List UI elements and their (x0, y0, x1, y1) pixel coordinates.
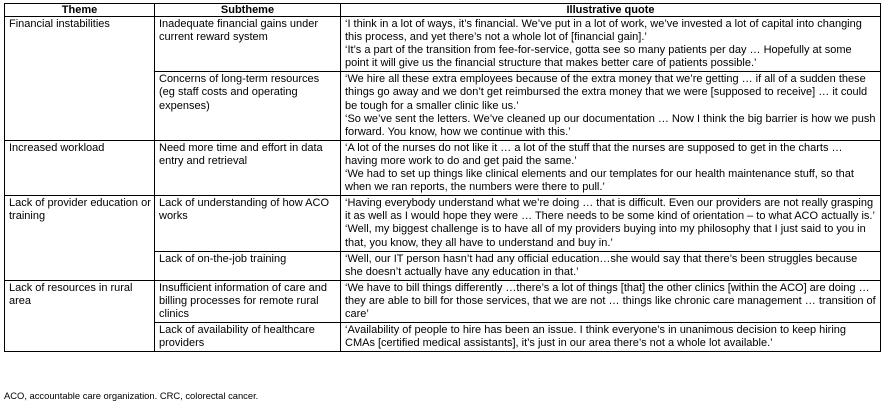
subtheme-cell: Concerns of long-term resources (eg staff costs and operating expenses) (155, 72, 341, 140)
header-illustrative-quote: Illustrative quote (341, 4, 881, 17)
quote-cell (341, 72, 881, 140)
qualitative-themes-table (4, 3, 881, 352)
header-subtheme: Subtheme (155, 4, 341, 17)
quote: ‘Having everybody understand what we’re doing … that is difficult. Even our providers are not really grasping it as well as I would hope they were … There needs to be some kind of orientation – to what ACO actually is.’ (345, 197, 875, 223)
quote-cell (341, 17, 881, 72)
table-row (5, 280, 881, 322)
quote: ‘I think in a lot of ways, it’s financial. We’ve put in a lot of work, we’ve invested a lot of capital into changing this process, and yet there’s not a whole lot of [financial gain].’ (345, 18, 862, 44)
table-footnote: ACO, accountable care organization. CRC, colorectal cancer. (4, 390, 259, 401)
quote: ‘Well, our IT person hasn’t had any official education…she would say that there’s been struggles because she doesn’t actually have any education in that.’ (345, 252, 858, 278)
quote: ‘We had to set up things like clinical elements and our templates for our health maintenance stuff, so that when we ran reports, the numbers were there to pull.’ (345, 168, 854, 194)
quote: ‘We hire all these extra employees because of the extra money that we’re getting … if all of a sudden these things go away and we don’t get reimbursed the extra money that we were [supposed to receive] … it could be tough for a smaller clinic like us.’ (345, 73, 868, 112)
quote: ‘It’s a part of the transition from fee-for-service, gotta see so many patients per day … Hopefully at some point it will give us the financial structure that makes better care of patients possible.’ (345, 44, 852, 70)
quote: ‘So we’ve sent the letters. We’ve cleaned up our documentation … Now I think the big barrier is how we push forward. You know, how we continue with this.’ (345, 112, 876, 138)
subtheme-cell: Inadequate financial gains under current reward system (155, 17, 341, 72)
quote: ‘A lot of the nurses do not like it … a lot of the stuff that the nurses are supposed to get in the charts … having more work to do and get paid the same.’ (345, 141, 843, 167)
theme-cell: Financial instabilities (5, 17, 155, 141)
quote-cell (341, 323, 881, 352)
table-row (5, 17, 881, 72)
quote: ‘We have to bill things differently …there’s a lot of things [that] the other clinics [within the ACO] are doing … they are able to bill for those services, that we are not … things like chronic care management … transition of care’ (345, 281, 876, 320)
table-row (5, 196, 881, 251)
subtheme-cell: Need more time and effort in data entry and retrieval (155, 140, 341, 195)
theme-cell: Lack of provider education or training (5, 196, 155, 281)
header-theme: Theme (5, 4, 155, 17)
quote-cell (341, 280, 881, 322)
subtheme-cell: Lack of understanding of how ACO works (155, 196, 341, 251)
subtheme-cell: Lack of availability of healthcare providers (155, 323, 341, 352)
theme-cell: Lack of resources in rural area (5, 280, 155, 351)
theme-cell: Increased workload (5, 140, 155, 195)
subtheme-cell: Insufficient information of care and billing processes for remote rural clinics (155, 280, 341, 322)
subtheme-cell: Lack of on-the-job training (155, 251, 341, 280)
quote: ‘Availability of people to hire has been an issue. I think everyone’s in unanimous decision to keep hiring CMAs [certified medical assistants], it’s just in our area there’s not a whole lot available.’ (345, 324, 847, 350)
table-row (5, 140, 881, 195)
quote-cell (341, 251, 881, 280)
quote-cell (341, 140, 881, 195)
quote: ‘Well, my biggest challenge is to have all of my providers buying into my philosophy that I just said to you in that, you know, they all have to understand and buy in.’ (345, 223, 866, 249)
header-row (5, 4, 881, 17)
quote-cell (341, 196, 881, 251)
